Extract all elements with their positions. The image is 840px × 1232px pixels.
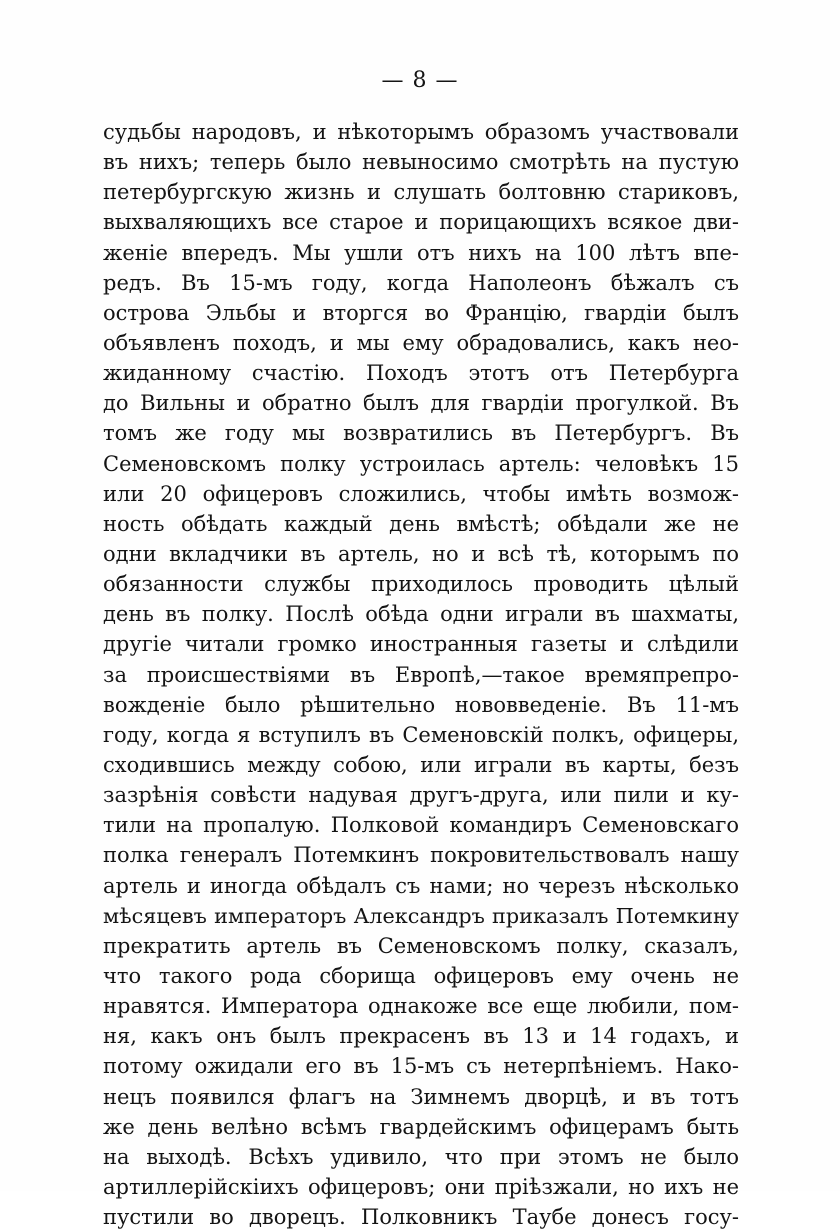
text-line: острова Эльбы и вторгся во Францію, гвардіи былъ	[103, 300, 739, 325]
body-text	[103, 117, 739, 1232]
text-line: ня, какъ онъ былъ прекрасенъ въ 13 и 14 годахъ, и	[103, 1024, 739, 1049]
text-line: тили на пропалую. Полковой командиръ Семеновскаго	[103, 813, 739, 838]
text-line: Семеновскомъ полку устроилась артель: человѣкъ 15	[103, 451, 739, 476]
text-line: мѣсяцевъ императоръ Александръ приказалъ Потемкину	[103, 903, 739, 928]
text-line: артель и иногда обѣдалъ съ нами; но черезъ нѣсколько	[103, 873, 739, 898]
text-line: другіе читали громко иностранныя газеты и слѣдили	[103, 632, 739, 657]
text-line: за происшествіями въ Европѣ,—такое времяпрепро-	[103, 662, 739, 687]
text-line: артиллерійскіихъ офицеровъ; они пріѣзжали, но ихъ не	[103, 1174, 739, 1199]
text-line: что такого рода сборища офицеровъ ему очень не	[103, 963, 739, 988]
text-line: ность обѣдать каждый день вмѣстѣ; обѣдали же не	[103, 511, 739, 536]
text-line: въ нихъ; теперь было невыносимо смотрѣть на пустую	[103, 150, 739, 175]
text-line: полка генералъ Потемкинъ покровительствовалъ нашу	[103, 843, 739, 868]
text-line: объявленъ походъ, и мы ему обрадовались, какъ нео-	[103, 330, 739, 355]
text-line: день въ полку. Послѣ обѣда одни играли въ шахматы,	[103, 602, 739, 627]
text-line: прекратить артель въ Семеновскомъ полку, сказалъ,	[103, 933, 739, 958]
text-line: одни вкладчики въ артель, но и всѣ тѣ, которымъ по	[103, 541, 739, 566]
text-line: пустили во дворецъ. Полковникъ Таубе донесъ госу-	[103, 1205, 739, 1230]
text-line: выхваляющихъ все старое и порицающихъ всякое дви-	[103, 210, 739, 235]
text-line: на выходѣ. Всѣхъ удивило, что при этомъ не было	[103, 1144, 739, 1169]
text-line: вожденіе было рѣшительно нововведеніе. Въ 11-мъ	[103, 692, 739, 717]
text-line: нравятся. Императора однакоже все еще любили, пом-	[103, 994, 739, 1019]
text-line: году, когда я вступилъ въ Семеновскій полкъ, офицеры,	[103, 722, 739, 747]
text-line: зазрѣнія совѣсти надувая другъ-друга, или пили и ку-	[103, 783, 739, 808]
text-line: петербургскую жизнь и слушать болтовню стариковъ,	[103, 180, 739, 205]
text-line: жиданному счастію. Походъ этотъ отъ Петербурга	[103, 361, 739, 386]
text-line: сходившись между собою, или играли въ карты, безъ	[103, 752, 739, 777]
text-line: редъ. Въ 15-мъ году, когда Наполеонъ бѣжалъ съ	[103, 270, 739, 295]
text-line: же день велѣно всѣмъ гвардейскимъ офицерамъ быть	[103, 1114, 739, 1139]
page-number: — 8 —	[381, 68, 459, 93]
text-line: нецъ появился флагъ на Зимнемъ дворцѣ, и въ тотъ	[103, 1084, 739, 1109]
text-line: женіе впередъ. Мы ушли отъ нихъ на 100 лѣтъ впе-	[103, 240, 739, 265]
text-line: потому ожидали его въ 15-мъ съ нетерпѣніемъ. Нако-	[103, 1054, 739, 1079]
text-line: до Вильны и обратно былъ для гвардіи прогулкой. Въ	[103, 391, 739, 416]
text-line: томъ же году мы возвратились въ Петербургъ. Въ	[103, 421, 739, 446]
text-line: судьбы народовъ, и нѣкоторымъ образомъ участвовали	[103, 120, 739, 144]
text-line: или 20 офицеровъ сложились, чтобы имѣть возмож-	[103, 481, 739, 506]
text-line: обязанности службы приходилось проводить цѣлый	[103, 572, 739, 597]
